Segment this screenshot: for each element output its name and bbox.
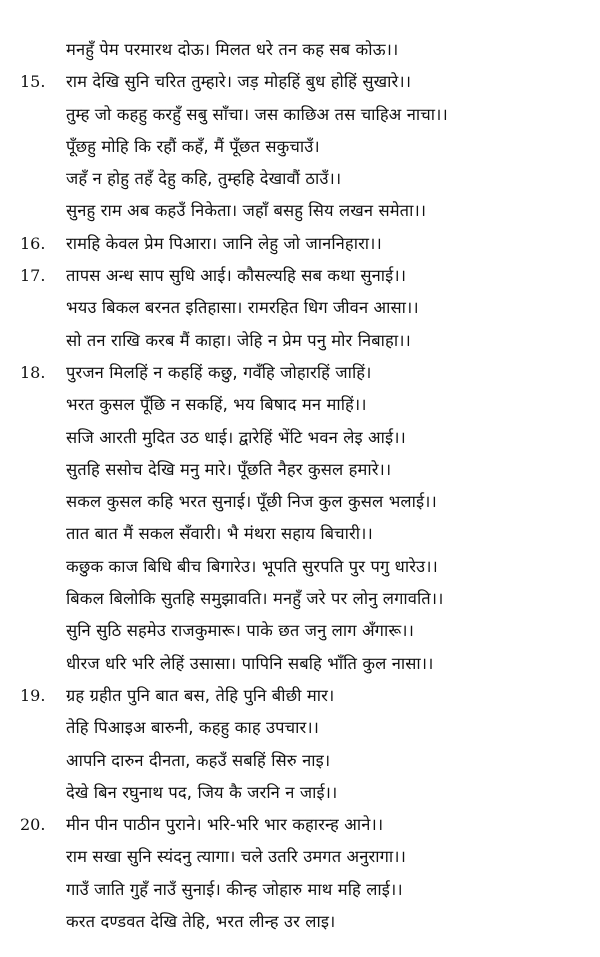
verse-line — [0, 518, 600, 550]
verse-text: करत दण्डवत देखि तेहि, भरत लीन्ह उर लाइ। — [66, 912, 336, 932]
verse-text: राम देखि सुनि चरित तुम्हारे। जड़ मोहहिं बुध होहिं सुखारे।। — [66, 72, 412, 92]
verse-line — [0, 260, 600, 292]
verse-line — [0, 841, 600, 873]
verse-line — [0, 99, 600, 131]
verse-text: भयउ बिकल बरनत इतिहासा। रामरहित धिग जीवन आसा।। — [66, 298, 419, 318]
verse-text: मनहुँ पेम परमारथ दोऊ। मिलत धरे तन कह सब कोऊ।। — [66, 40, 399, 59]
verse-text: पूँछहु मोहि कि रहौं कहँ, मैं पूँछत सकुचाउँ। — [66, 136, 320, 156]
verse-line — [0, 809, 600, 841]
verse-line — [0, 66, 600, 98]
verse-text: तुम्ह जो कहहु करहुँ सबु साँचा। जस काछिअ तस चाहिअ नाचा।। — [66, 104, 448, 124]
verse-line — [0, 874, 600, 906]
verse-text: तेहि पिआइअ बारुनी, कहहु काह उपचार।। — [66, 718, 320, 738]
verse-number: 19. — [20, 685, 46, 705]
verse-text: धीरज धरि भरि लेहिं उसासा। पापिनि सबहि भाँति कुल नासा।। — [66, 653, 434, 673]
verse-line — [0, 34, 600, 66]
verse-text: गाउँ जाति गुहँ नाउँ सुनाई। कीन्ह जोहारु माथ महि लाई।। — [66, 879, 403, 899]
verse-text: सो तन राखि करब मैं काहा। जेहि न प्रेम पनु मोर निबाहा।। — [66, 330, 411, 350]
verse-line — [0, 163, 600, 195]
verse-text: सकल कुसल कहि भरत सुनाई। पूँछी निज कुल कुसल भलाई।। — [66, 492, 437, 512]
verse-number: 20. — [20, 815, 46, 835]
verse-text: सुतहि ससोच देखि मनु मारे। पूँछति नैहर कुसल हमारे।। — [66, 459, 392, 479]
verse-text: पुरजन मिलहिं न कहहिं कछु, गवँहि जोहारहिं जाहिं। — [66, 362, 372, 382]
verse-text: आपनि दारुन दीनता, कहउँ सबहिं सिरु नाइ। — [66, 750, 331, 770]
verse-text: भरत कुसल पूँछि न सकहिं, भय बिषाद मन माहिं।। — [66, 395, 367, 415]
verse-number: 15. — [20, 72, 46, 92]
verse-text: देखे बिन रघुनाथ पद, जिय कै जरनि न जाई।। — [66, 782, 338, 802]
verse-line — [0, 422, 600, 454]
verse-text: मीन पीन पाठीन पुराने। भरि-भरि भार कहारन्ह आने।। — [66, 815, 384, 835]
verse-text: तात बात मैं सकल सँवारी। भै मंथरा सहाय बिचारी।। — [66, 524, 373, 544]
verse-line — [0, 292, 600, 324]
verse-text: राम सखा सुनि स्यंदनु त्यागा। चले उतरि उमगत अनुरागा।। — [66, 847, 407, 867]
verse-line — [0, 648, 600, 680]
verse-line — [0, 486, 600, 518]
verse-line — [0, 195, 600, 227]
verse-line — [0, 357, 600, 389]
verse-text: कछुक काज बिधि बीच बिगारेउ। भूपति सुरपति पुर पगु धारेउ।। — [66, 556, 438, 576]
verse-text: जहँ न होहु तहँ देहु कहि, तुम्हहि देखावौं ठाउँ।। — [66, 169, 342, 189]
verse-line — [0, 745, 600, 777]
verse-line — [0, 712, 600, 744]
verse-line — [0, 454, 600, 486]
verse-text: बिकल बिलोकि सुतहि समुझावति। मनहुँ जरे पर लोनु लगावति।। — [66, 589, 444, 609]
verse-line — [0, 615, 600, 647]
verse-number: 17. — [20, 266, 46, 286]
verse-line — [0, 906, 600, 938]
verse-line — [0, 551, 600, 583]
verse-number: 16. — [20, 233, 46, 253]
verse-text: तापस अन्ध साप सुधि आई। कौसल्यहि सब कथा सुनाई।। — [66, 266, 407, 286]
document-page — [0, 34, 600, 938]
verse-line — [0, 680, 600, 712]
verse-line — [0, 389, 600, 421]
verse-line — [0, 583, 600, 615]
verse-line — [0, 228, 600, 260]
verse-text: सुनि सुठि सहमेउ राजकुमारू। पाके छत जनु लाग अँगारू।। — [66, 621, 414, 641]
verse-line — [0, 325, 600, 357]
verse-line — [0, 777, 600, 809]
verse-text: सजि आरती मुदित उठ धाई। द्वारेहिं भेंटि भवन लेइ आई।। — [66, 427, 406, 447]
verse-number: 18. — [20, 362, 46, 382]
verse-line — [0, 131, 600, 163]
verse-text: रामहि केवल प्रेम पिआरा। जानि लेहु जो जाननिहारा।। — [66, 233, 382, 253]
verse-text: ग्रह ग्रहीत पुनि बात बस, तेहि पुनि बीछी मार। — [66, 685, 335, 705]
verse-text: सुनहु राम अब कहउँ निकेता। जहाँ बसहु सिय लखन समेता।। — [66, 201, 427, 221]
